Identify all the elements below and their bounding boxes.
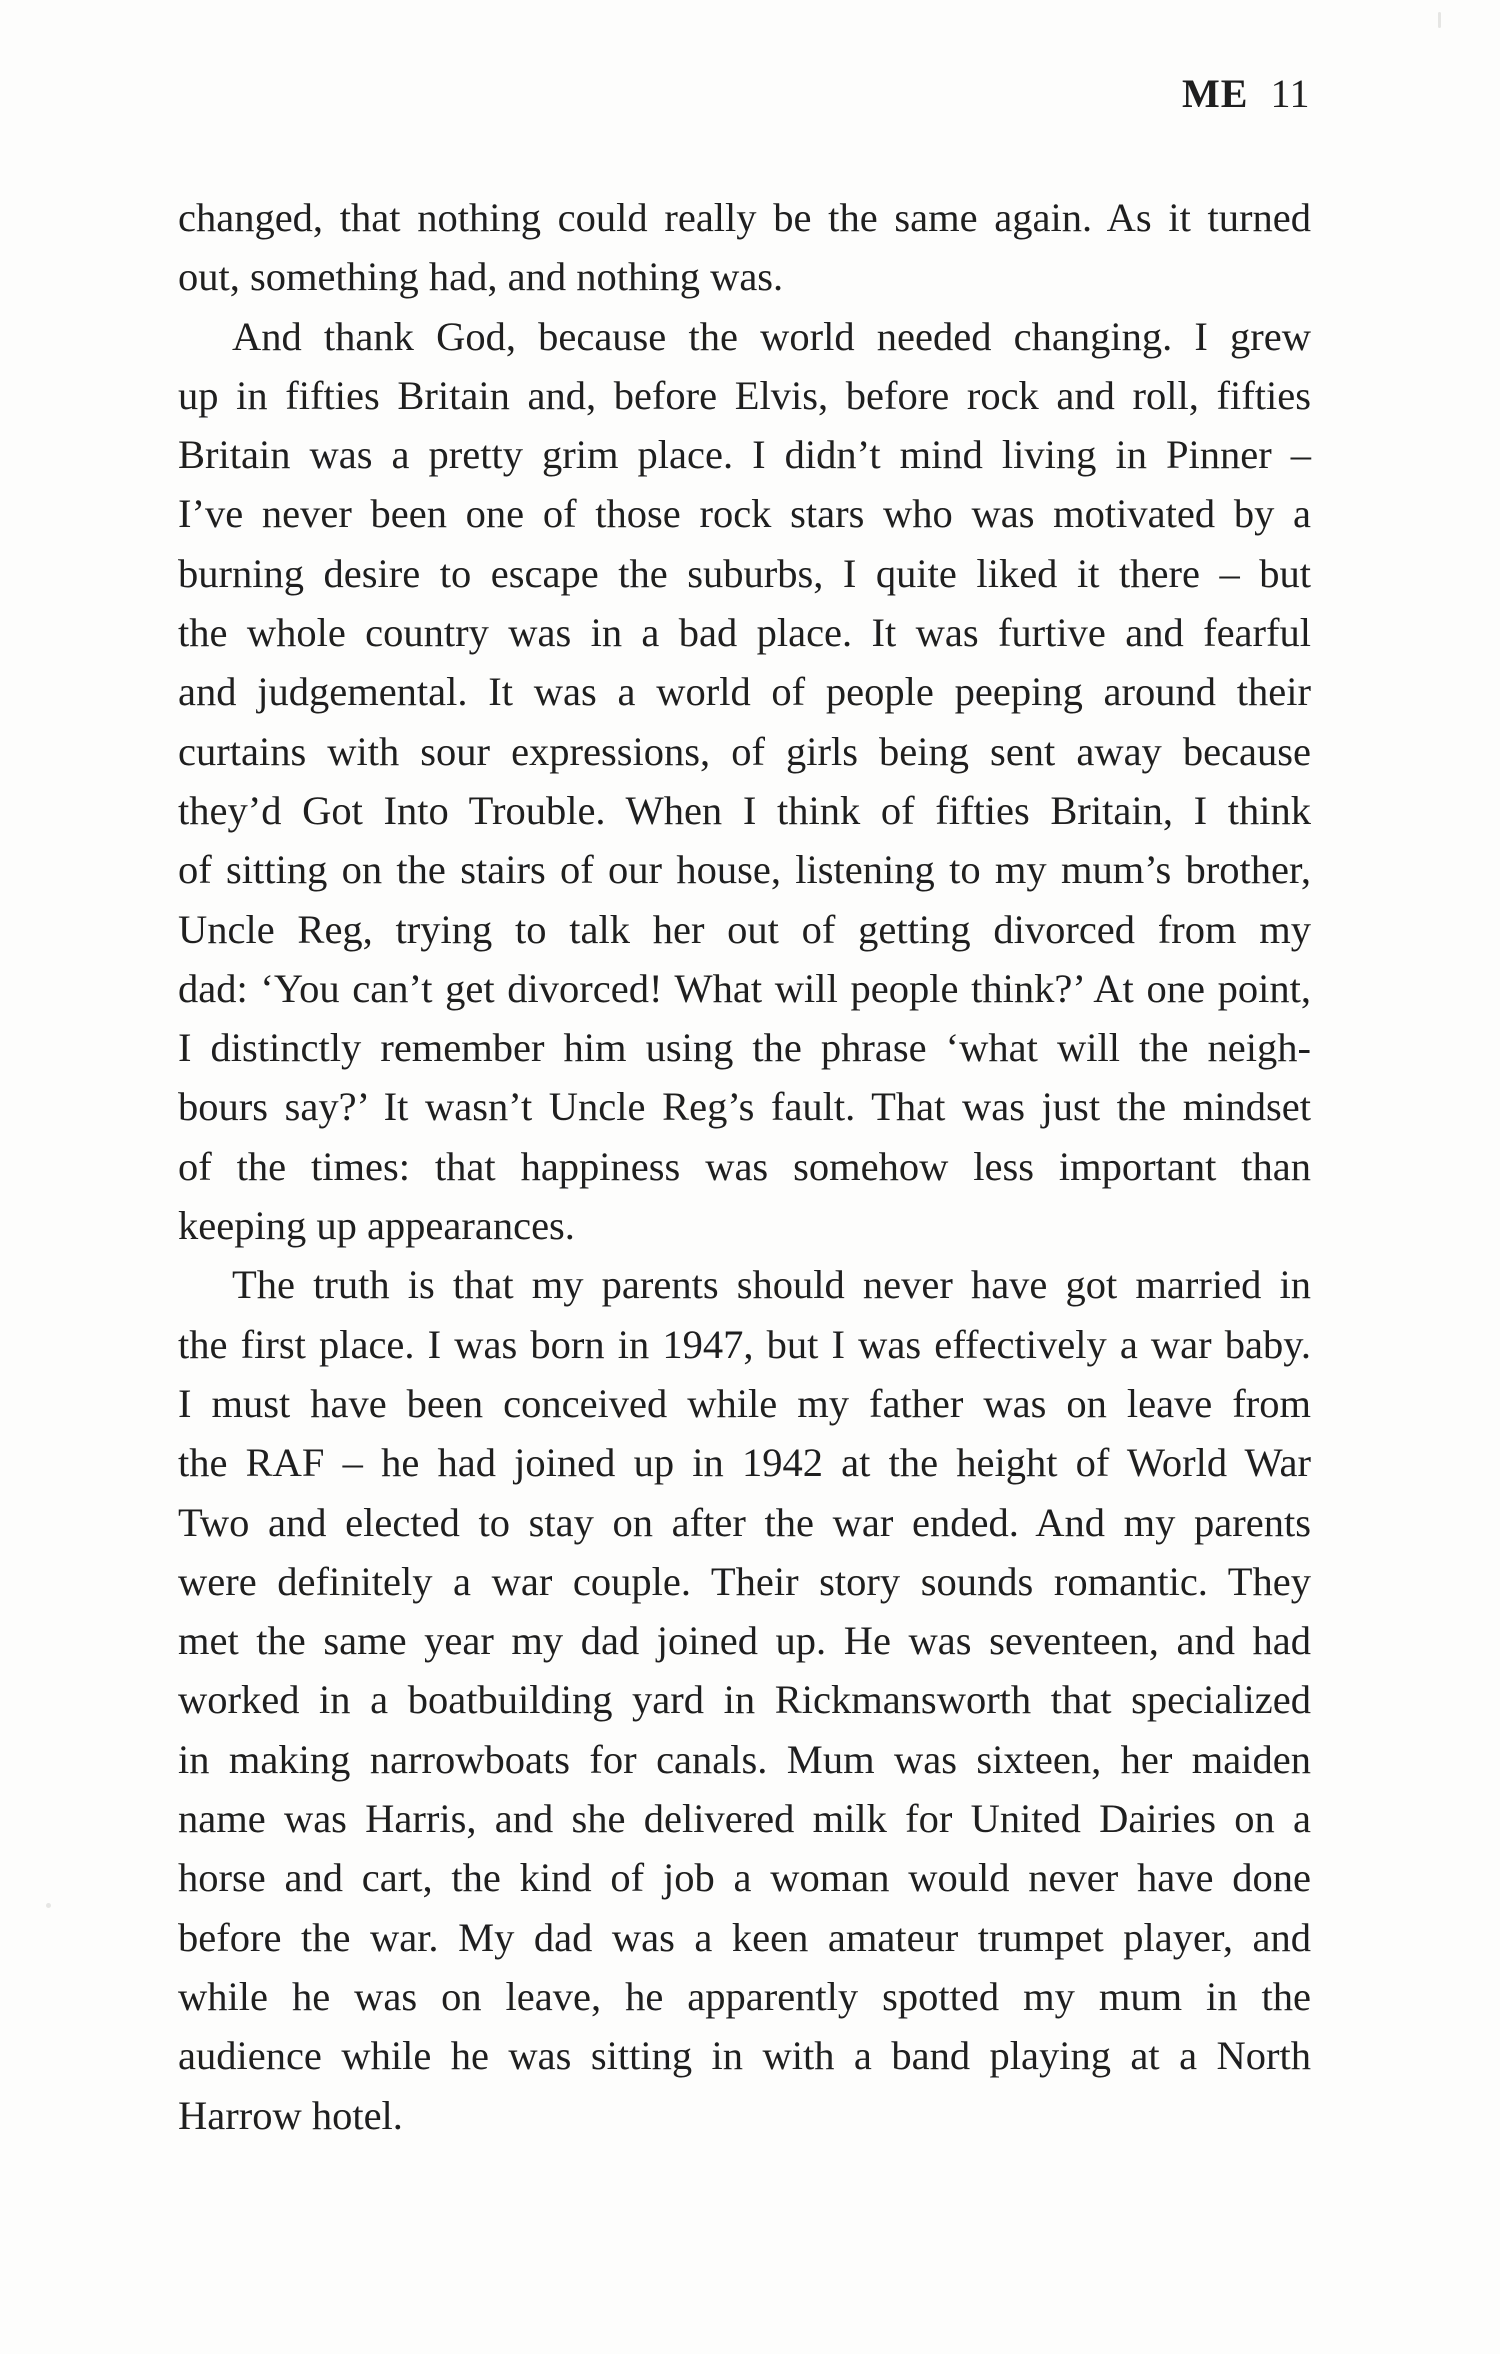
text-line: changed, that nothing could really be the same again. As it turned xyxy=(178,195,1311,240)
text-line: audience while he was sitting in with a band playing at a North xyxy=(178,2033,1311,2079)
text-line: Uncle Reg, trying to talk her out of getting divorced from my xyxy=(178,906,1311,952)
text-line: the RAF – he had joined up in 1942 at the height of World War xyxy=(178,1440,1311,1486)
text-line: and judgemental. It was a world of people peeping around their xyxy=(178,669,1311,715)
body-text xyxy=(178,188,1311,2145)
text-line: met the same year my dad joined up. He was seventeen, and had xyxy=(178,1618,1311,1664)
text-line: Britain was a pretty grim place. I didn’t mind living in Pinner – xyxy=(178,432,1311,478)
text-line: burning desire to escape the suburbs, I quite liked it there – but xyxy=(178,550,1311,596)
paper-speck xyxy=(46,1903,51,1908)
text-line: the whole country was in a bad place. It was furtive and fearful xyxy=(178,610,1311,656)
text-line: The truth is that my parents should never have got married in xyxy=(232,1262,1311,1308)
text-line: I’ve never been one of those rock stars who was motivated by a xyxy=(178,491,1311,537)
chapter-title: ME xyxy=(1182,71,1249,116)
text-line: Two and elected to stay on after the war ended. And my parents xyxy=(178,1499,1311,1545)
paper-speck xyxy=(1438,12,1441,28)
text-line: of the times: that happiness was somehow less important than xyxy=(178,1143,1311,1189)
text-line: Harrow hotel. xyxy=(178,2092,403,2138)
text-line: were definitely a war couple. Their story sounds romantic. They xyxy=(178,1558,1311,1604)
text-line: they’d Got Into Trouble. When I think of fifties Britain, I think xyxy=(178,787,1311,833)
text-line: while he was on leave, he apparently spotted my mum in the xyxy=(178,1973,1311,2019)
text-line: in making narrowboats for canals. Mum was sixteen, her maiden xyxy=(178,1736,1311,1782)
text-line: out, something had, and nothing was. xyxy=(178,254,784,300)
text-line: I distinctly remember him using the phrase ‘what will the neigh- xyxy=(178,1025,1311,1071)
text-line: And thank God, because the world needed changing. I grew xyxy=(232,313,1311,359)
text-line: worked in a boatbuilding yard in Rickmansworth that specialized xyxy=(178,1677,1311,1723)
text-line: horse and cart, the kind of job a woman would never have done xyxy=(178,1855,1311,1901)
text-line: up in fifties Britain and, before Elvis, before rock and roll, fifties xyxy=(178,372,1311,418)
text-line: dad: ‘You can’t get divorced! What will people think?’ At one point, xyxy=(178,965,1311,1011)
text-line: the first place. I was born in 1947, but I was effectively a war baby. xyxy=(178,1321,1311,1367)
text-line: I must have been conceived while my father was on leave from xyxy=(178,1380,1311,1426)
text-line: before the war. My dad was a keen amateur trumpet player, and xyxy=(178,1914,1311,1960)
text-line: bours say?’ It wasn’t Uncle Reg’s fault. That was just the mindset xyxy=(178,1084,1311,1130)
page-number: 11 xyxy=(1270,71,1310,116)
text-line: name was Harris, and she delivered milk for United Dairies on a xyxy=(178,1796,1311,1842)
text-line: keeping up appearances. xyxy=(178,1203,575,1249)
text-line: curtains with sour expressions, of girls being sent away because xyxy=(178,728,1311,774)
text-line: of sitting on the stairs of our house, listening to my mum’s brother, xyxy=(178,847,1311,893)
running-header xyxy=(1182,66,1310,122)
